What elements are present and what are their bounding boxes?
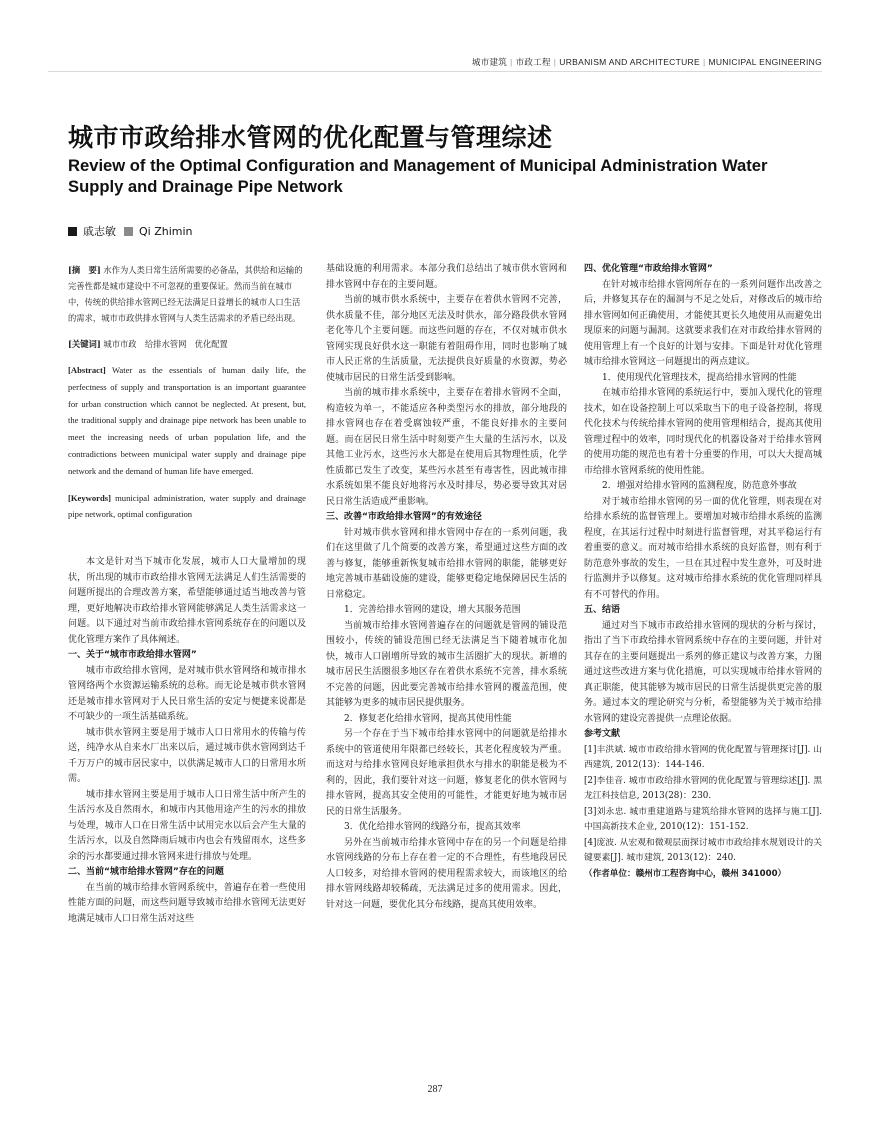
intro-paragraph: 本文是针对当下城市化发展，城市人口大量增加的现状，所出现的城市市政给排水管网无法满足人们生活需要的问题所提出的合理改善方案，希望能够通过适当地改善与管理，更好地解决市政给排水管网能够满足人类生活需求这一问题。以下通过对当前市政给排水管网系统存在的问题以及优化管理方案作了具体阐述。 xyxy=(68,557,306,645)
references-heading: 参考文献 xyxy=(584,729,621,739)
body-paragraph: 另外在当前城市给排水管网中存在的另一个问题是给排水管网线路的分布上存在着一定的不合理性，有些地段居民人口较多，对给排水管网的使用程需求较大，而该地区的给排水管网线路却较稀疏，无法满足过多的使用需求。因此，针对这一问题，要优化其分布线路，提高其使用效率。 xyxy=(326,837,567,910)
body-paragraph: 当前的城市供水系统中，主要存在着供水管网不完善，供水质量不佳，部分地区无法及时供水，部分路段供水管网老化等几个主要问题。而这些问题的存在，不仅对城市供水管网实现良好供水这一职能有着阻碍作用，同时也影响了城市人民正常的生活质量，无法提供良好质量的水资源，势必使城市居民的日常生活受到影响。 xyxy=(326,295,567,383)
section-heading-4: 四、优化管理“市政给排水管网” xyxy=(584,264,713,274)
title-chinese: 城市市政给排水管网的优化配置与管理综述 xyxy=(68,123,553,152)
column-2 xyxy=(326,262,567,1052)
body-paragraph: 针对城市供水管网和排水管网中存在的一系列问题，我们在这里做了几个简要的改善方案，希望通过这些方面的改善与修复，能够重新恢复城市给排水管网的职能，能够更好地完善城市基础设施的建设，能够更稳定地保障居民生活的日常稳定。 xyxy=(326,527,567,600)
author-cn: 戚志敏 xyxy=(83,225,116,238)
header-column-en2: MUNICIPAL ENGINEERING xyxy=(708,57,822,67)
header-column-en1: URBANISM AND ARCHITECTURE xyxy=(559,57,700,67)
subsection-heading: 2．增强对给排水管网的监测程度，防范意外事故 xyxy=(602,481,797,491)
body-paragraph: 当前城市给排水管网普遍存在的问题就是管网的铺设范围较小，传统的铺设范围已经无法满足当下随着城市化加快，城市人口剧增所导致的城市生活圈扩大的现状。新增的城市居民生活圈很多地区存在着供水系统不完善，排水系统不完善的问题，因此要完善城市给排水管网的覆盖范围，使其能够为更多的城市居民提供服务。 xyxy=(326,620,567,708)
body-paragraph: 当前的城市排水系统中，主要存在着排水管网不全面，构造较为单一，不能适应各种类型污水的排放，部分地段的排水管网也存在着受腐蚀较严重，不能良好排水的主要问题。而在居民日常生活中时刻要产生大量的生活污水，以及其他工业污水，这些污水大都是在使用后其物理性质，化学性质都已发生了改变，某些污水甚至有毒害性，因此城市排水系统如果不能良好地将污水及时排尽，势必要导致其对居民日常生活造成严重影响。 xyxy=(326,388,567,507)
section-heading-3: 三、改善“市政给排水管网”的有效途径 xyxy=(326,512,482,522)
subsection-heading: 3．优化给排水管网的线路分布，提高其效率 xyxy=(344,822,521,832)
header-column-cn1: 城市建筑 xyxy=(471,57,508,67)
square-bullet-icon xyxy=(68,227,77,236)
body-paragraph: 城市市政给排水管网，是对城市供水管网络和城市排水管网络两个水资源运输系统的总称。而无论是城市供水管网还是城市排水管网对于人民日常生活的安定与便捷来说都是不可缺少的一项生活基础系统。 xyxy=(68,665,306,723)
body-paragraph: 在针对城市给排水管网所存在的一系列问题作出改善之后，并修复其存在的漏洞与不足之处后，对修改后的城市给排水管网如何正确使用，才能使其更长久地使用从而避免出现原来的问题与漏洞。这就要求我们在对市政给排水管网的使用管理上有一个良好的计划与安排。下面是针对优化管理城市给排水管网这一问题提出的两点建议。 xyxy=(584,279,822,367)
keywords-cn: [关键词] 城市市政 给排水管网 优化配置 xyxy=(68,339,228,349)
subsection-heading: 1．使用现代化管理技术，提高给排水管网的性能 xyxy=(602,372,797,383)
title-english: Review of the Optimal Configuration and Management of Municipal Administration Water Supply and Drainage Pipe Network xyxy=(68,156,768,196)
subsection-heading: 1．完善给排水管网的建设，增大其服务范围 xyxy=(344,605,521,615)
author-affiliation: （作者单位：赣州市工程咨询中心，赣州 341000） xyxy=(584,868,787,879)
abstract-cn: [摘 要] 水作为人类日常生活所需要的必备品，其供给和运输的完善性都是城市建设中不可忽视的重要保证。然而当前在城市中，传统的供给排水管网已经无法满足日益增长的城市人口生活的需求，城市市政供排水管网与人类生活需求的矛盾已经出现。 xyxy=(68,265,303,323)
abstract-en: [Abstract] Water as the essentials of human daily life, the perfectness of supply and transportation is an important guarantee for urban construction which cannot be neglected. At present, but, the traditional supply and drainage pipe network has been unable to meet the increasing needs of urban population life, and the contradictions between municipal water supply and drainage pipe network and the demand of human life have emerged. xyxy=(68,365,306,476)
body-paragraph: 基础设施的利用需求。本部分我们总结出了城市供水管网和排水管网中存在的主要问题。 xyxy=(326,264,567,290)
section-heading-2: 二、当前“城市给排水管网”存在的问题 xyxy=(68,867,224,878)
column-3 xyxy=(584,262,822,1052)
header-column-cn2: 市政工程 xyxy=(515,57,551,67)
reference-item: [4]庞波. 从宏观和微观层面探讨城市市政给排水规划设计的关键要素[J]. 城市建筑, 2013(12)：240. xyxy=(584,837,822,863)
body-paragraph: 对于城市给排水管网的另一面的优化管理，则表现在对给排水系统的监督管理上。要增加对城市给排水系统的监测程度，在其运行过程中时刻进行监督管理，对其平稳运行有着重要的意义。而对城市给排水系统的良好监督，则有利于防范意外事故的发生，一旦在其过程中发生意外，可及时进行监测并予以修复。这对城市给排水系统的优化管理同样具有不可替代的作用。 xyxy=(584,496,822,600)
square-bullet-icon xyxy=(124,227,133,236)
keywords-en: [Keywords] municipal administration, water supply and drainage pipe network, optimal configuration xyxy=(68,492,306,520)
reference-item: [1]丰洪斌. 城市市政给排水管网的优化配置与管理探讨[J]. 山西建筑, 2012(13)：144-146. xyxy=(584,744,822,770)
reference-item: [2]李佳音. 城市市政给排水管网的优化配置与管理综述[J]. 黑龙江科技信息, 2013(28)：230. xyxy=(584,775,822,801)
subsection-heading: 2．修复老化给排水管网，提高其使用性能 xyxy=(344,713,512,724)
author-en: Qi Zhimin xyxy=(139,225,193,238)
body-paragraph: 在当前的城市给排水管网系统中，普遍存在着一些使用性能方面的问题，而这些问题导致城市给排水管网无法更好地满足城市人口日常生活对这些 xyxy=(68,882,306,924)
page-number: 287 xyxy=(427,1084,443,1095)
body-paragraph: 城市供水管网主要是用于城市人口日常用水的传输与传送，纯净水从自来水厂出来以后，通过城市供水管网到达千千万万户的城市居民家中，以供满足城市人口的日常用水所需。 xyxy=(68,727,306,785)
column-1 xyxy=(68,262,306,1052)
body-paragraph: 另一个存在于当下城市给排水管网中的问题就是给排水系统中的管道使用年限都已经较长，其老化程度较为严重。而这对与给排水管网良好地承担供水与排水的职能是极为不利的，因此，我们要针对这一问题，修复老化的供水管网与排水管网，提高其安全使用的可能性，才能更好地为城市居民的日常生活服务。 xyxy=(326,729,567,817)
section-heading-5: 五、结语 xyxy=(584,605,621,615)
author-line xyxy=(68,223,193,239)
reference-item: [3]刘永忠. 城市重建道路与建筑给排水管网的选择与施工[J]. 中国高新技术企业, 2010(12)：151-152. xyxy=(584,806,822,832)
journal-header: 城市建筑 | 市政工程 | URBANISM AND ARCHITECTURE | MUNICIPAL ENGINEERING xyxy=(471,57,822,67)
body-paragraph: 通过对当下城市市政给排水管网的现状的分析与探讨，指出了当下市政给排水管网系统中存在的主要问题，并针对其存在的主要问题提出一系列的修正建议与改善方案，力图通过这些改进方案与优化措施，可以实现城市给排水管网的真正职能，使其能够为城市居民的日常生活提供更完善的服务。通过本文的理论研究与分析，希望能够为关于城市给排水管网的建设完善提供一点理论依据。 xyxy=(584,620,822,724)
body-paragraph: 在城市给排水管网的系统运行中，要加入现代化的管理技术，如在设备控制上可以采取当下的电子设备控制，将现代化技术与传统给排水管网的使用管理相结合，提高其使用管理过程中的效率，同时现代化的机器设备对于给排水管网的使用功能的规范也有着十分重要的作用，可以大大提高城市给排水管网系统的使用性能。 xyxy=(584,388,822,476)
section-heading-1: 一、关于“城市市政给排水管网” xyxy=(68,650,197,661)
header-rule xyxy=(48,71,822,72)
body-paragraph: 城市排水管网主要是用于城市人口日常生活中所产生的生活污水及自然雨水，和城市内其他用途产生的污水的排放与处理，城市人口在日常生活中试用完水以后会产生大量的生活污水，以及自然降雨后城市内也会有残留雨水，这些多余的污水都要通过排水管网来进行排放与处理。 xyxy=(68,789,306,862)
